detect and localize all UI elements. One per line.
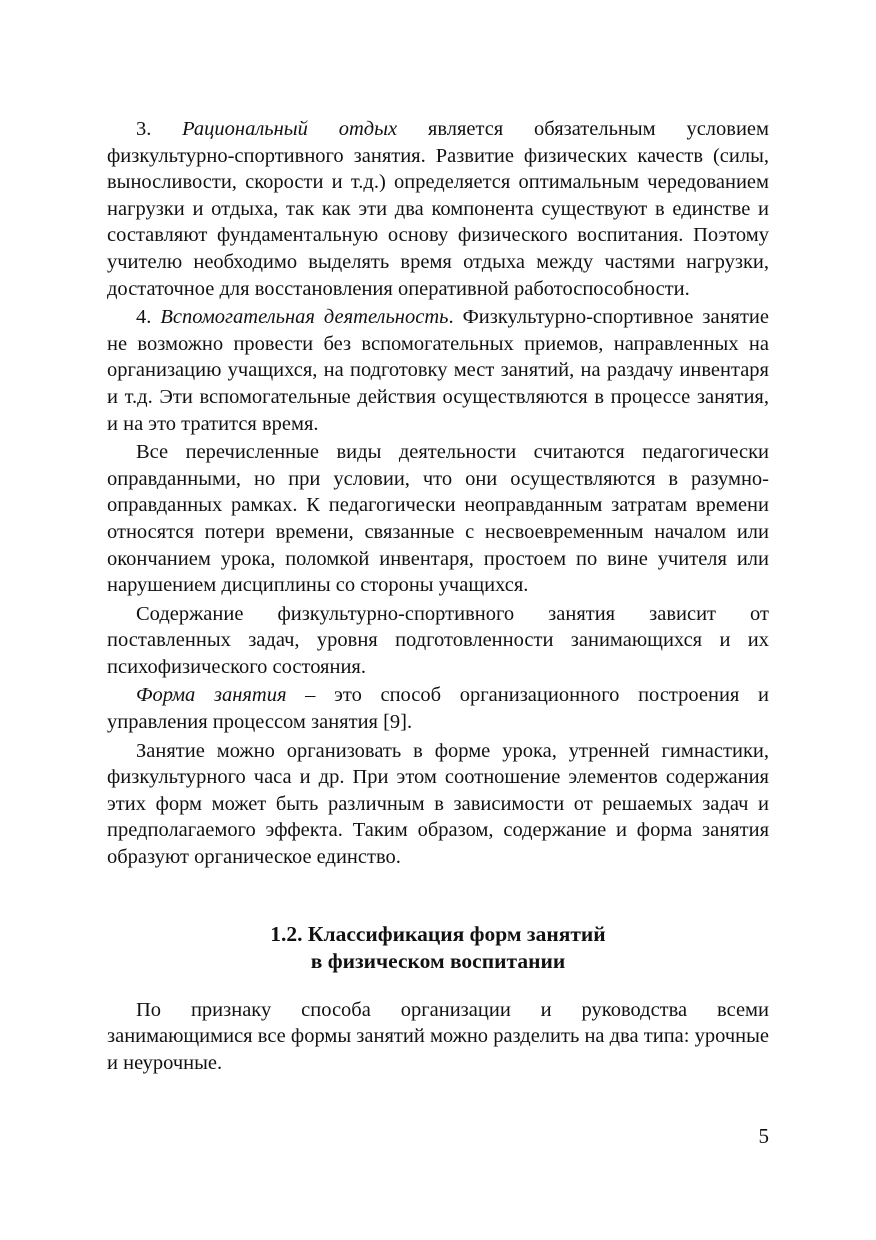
paragraph-classification: По признаку способа организации и руководства всеми занимающимися все формы занятий можно разделить на два типа: урочные и неурочные. bbox=[107, 998, 769, 1074]
page-number: 5 bbox=[758, 1124, 769, 1148]
section-heading bbox=[107, 921, 769, 975]
paragraph-forms-of-organization: Занятие можно организовать в форме урока, утренней гимнастики, физкультурного часа и др. При этом соотношение элементов содержания этих форм может быть различным в зависимости от решаемых задач и предполагаемого эффекта. Таким образом, содержание и форма занятия образуют органическое единство. bbox=[107, 739, 769, 869]
list-number: 4. bbox=[136, 306, 161, 329]
paragraph-content-dependence: Содержание физкультурно-спортивного занятия зависит от поставленных задач, уровня подготовленности занимающихся и их психофизического состояния. bbox=[107, 602, 769, 678]
section-heading-line-1: 1.2. Классификация форм занятий bbox=[270, 921, 606, 946]
paragraph-form-definition bbox=[107, 682, 769, 735]
paragraph-text: является обязательным условием физкультурно-спортивного занятия. Развитие физических качеств (силы, выносливости, скорости и т.д.) определяется оптимальным чередованием нагрузки и отдыха, так как эти два компонента существуют в единстве и составляют фундаментальную основу физического воспитания. Поэтому учителю необходимо выделять время отдыха между частями нагрузки, достаточное для восстановления оперативной работоспособности. bbox=[107, 118, 769, 300]
term-form-of-lesson: Форма занятия bbox=[136, 684, 287, 707]
paragraph-justified-activities: Все перечисленные виды деятельности считаются педагогически оправданными, но при условии, что они осуществляются в разумно-оправданных рамках. К педагогически неоправданным затратам времени относятся потери времени, связанные с несвоевременным началом или окончанием урока, поломкой инвентаря, простоем по вине учителя или нарушением дисциплины со стороны учащихся. bbox=[107, 441, 769, 597]
paragraph-auxiliary-activity bbox=[107, 304, 769, 437]
list-number: 3. bbox=[136, 118, 183, 140]
page-body bbox=[107, 116, 769, 1076]
paragraph-text: . Физкультурно-спортивное занятие не возможно провести без вспомогательных приемов, направленных на организацию учащихся, на подготовку мест занятий, на раздачу инвентаря и т.д. Эти вспомогательные действия осуществляются в процессе занятия, и на это тратится время. bbox=[107, 306, 770, 435]
term-auxiliary-activity: Вспомогательная деятельность bbox=[160, 306, 449, 329]
paragraph-text: – это способ организационного построения и управления процессом занятия [9]. bbox=[107, 684, 769, 734]
term-rational-rest: Рациональный отдых bbox=[182, 118, 398, 140]
section-heading-line-2: в физическом воспитании bbox=[310, 948, 566, 973]
paragraph-rational-rest bbox=[107, 116, 769, 302]
